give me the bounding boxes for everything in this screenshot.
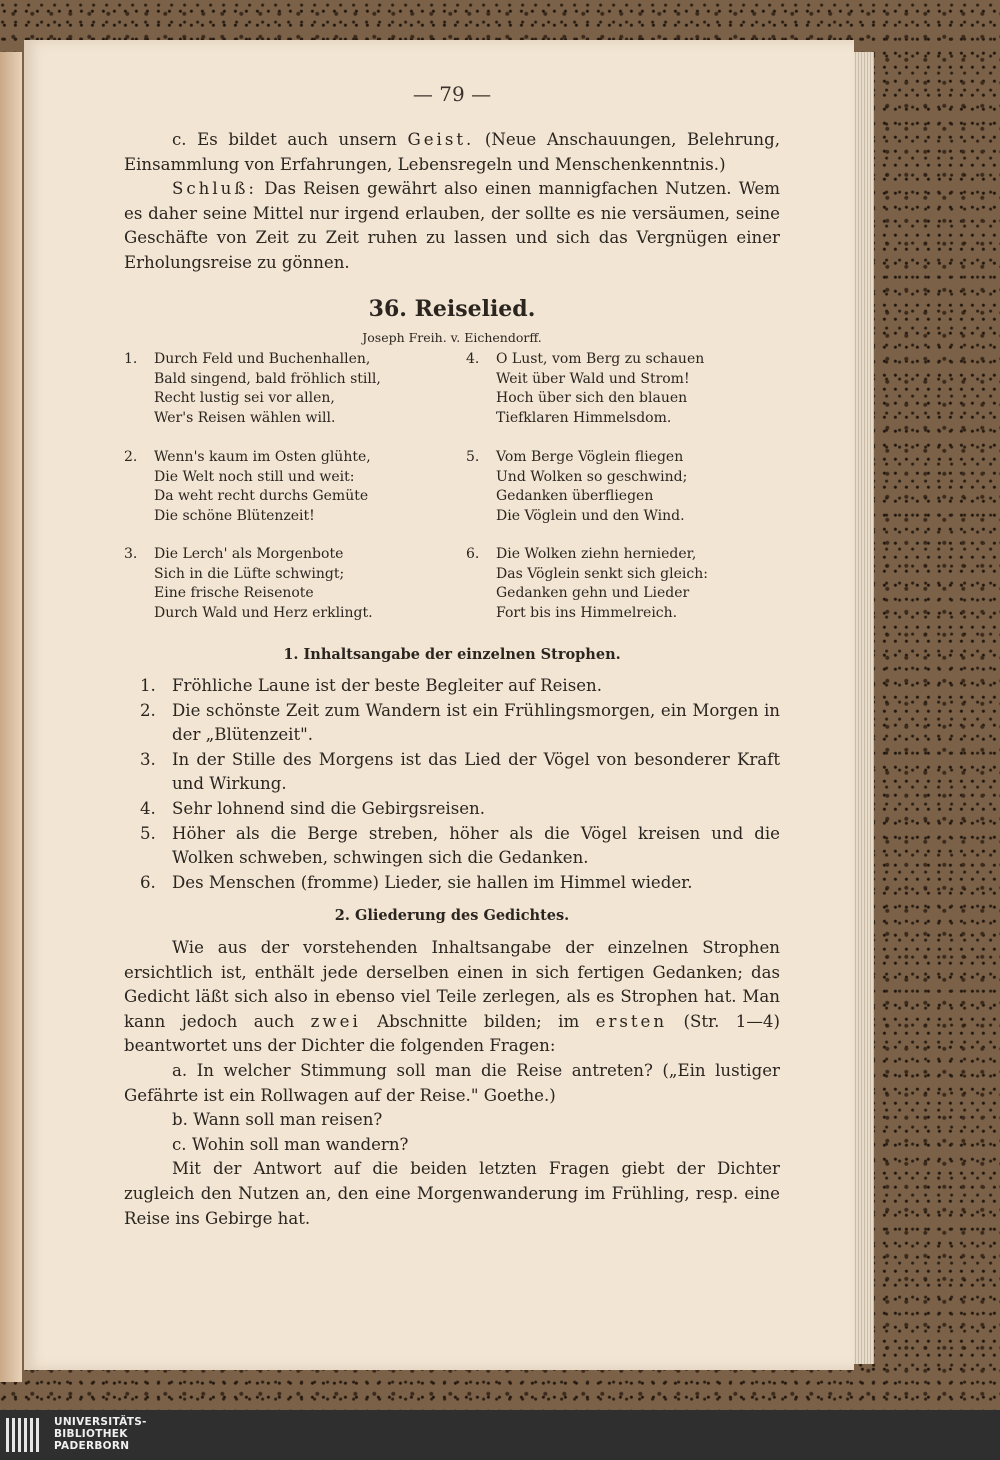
list-item: 5. Höher als die Berge streben, höher als die Vögel kreisen und die Wolken schweben, schwingen sich die Gedanken. (140, 823, 780, 868)
poem-title: 36. Reiselied. (368, 296, 536, 322)
structure-paragraph-2: Mit der Antwort auf die beiden letzten Fragen giebt der Dichter zugleich den Nutzen an, den eine Morgenwanderung im Frühling, resp. eine Reise ins Gebirge hat. (124, 1159, 780, 1228)
page-number: — 79 — (412, 82, 492, 106)
content-summary-list (124, 674, 780, 895)
intro-prose (124, 128, 780, 276)
question-b: b. Wann soll man reisen? (172, 1110, 383, 1130)
poem-author: Joseph Freih. v. Eichendorff. (362, 330, 542, 345)
library-logo-icon (6, 1418, 46, 1452)
structure-paragraph-1: Wie aus der vorstehenden Inhaltsangabe der einzelnen Strophen ersichtlich ist, enthält jede derselben einen in sich fertigen Gedanken; das Gedicht läßt sich also in ebenso viel Teile zerlegen, als es Strophen hat. Man kann jedoch auch zwei Abschnitte bilden; im ersten (Str. 1—4) beantwortet uns der Dichter die folgenden Fragen: (124, 938, 780, 1056)
intro-paragraph-1: c. Es bildet auch unsern Geist. (Neue Anschauungen, Belehrung, Einsammlung von Erfahrungen, Lebensregeln und Menschenkenntnis.) (124, 130, 780, 174)
intro-paragraph-2: Schluß: Das Reisen gewährt also einen mannigfachen Nutzen. Wem es daher seine Mittel nur irgend erlauben, der sollte es nie versäumen, seine Geschäfte von Zeit zu Zeit ruhen zu lassen und sich das Vergnügen einer Erholungsreise zu gönnen. (124, 179, 781, 272)
section-2-heading: 2. Gliederung des Gedichtes. (334, 907, 570, 924)
library-logo-text: UNIVERSITÄTS- BIBLIOTHEK PADERBORN (54, 1416, 147, 1452)
stanza-6: 6. Die Wolken ziehn hernieder, Das Vöglein senkt sich gleich: Gedanken gehn und Lieder Fort bis ins Himmelreich. (466, 546, 708, 621)
stanza-3: 3. Die Lerch' als Morgenbote Sich in die Lüfte schwingt; Eine frische Reisenote Durch Wald und Herz erklingt. (124, 546, 373, 621)
list-item: 6. Des Menschen (fromme) Lieder, sie hallen im Himmel wieder. (140, 872, 693, 892)
section-1-heading: 1. Inhaltsangabe der einzelnen Strophen. (283, 646, 621, 663)
structure-prose (124, 936, 780, 1231)
stanza-2: 2. Wenn's kaum im Osten glühte, Die Welt noch still und weit: Da weht recht durchs Gemüte Die schöne Blütenzeit! (124, 449, 371, 524)
stanza-1: 1. Durch Feld und Buchenhallen, Bald singend, bald fröhlich still, Recht lustig sei vor allen, Wer's Reisen wählen will. (124, 351, 381, 426)
book-page (24, 40, 854, 1370)
left-page-edge (0, 52, 22, 1382)
question-a: a. In welcher Stimmung soll man die Reise antreten? („Ein lustiger Gefährte ist ein Rollwagen auf der Reise." Goethe.) (124, 1060, 780, 1105)
library-footer (0, 1410, 1000, 1460)
list-item: 2. Die schönste Zeit zum Wandern ist ein Frühlingsmorgen, ein Morgen in der „Blütenzeit". (140, 700, 780, 745)
stanza-4: 4. O Lust, vom Berg zu schauen Weit über Wald und Strom! Hoch über sich den blauen Tiefklaren Himmelsdom. (466, 351, 705, 426)
list-item: 1. Fröhliche Laune ist der beste Begleiter auf Reisen. (140, 676, 603, 695)
stanza-5: 5. Vom Berge Vöglein fliegen Und Wolken so geschwind; Gedanken überfliegen Die Vöglein und den Wind. (466, 449, 688, 524)
list-item: 3. In der Stille des Morgens ist das Lied der Vögel von besonderer Kraft und Wirkung. (140, 749, 780, 794)
list-item: 4. Sehr lohnend sind die Gebirgsreisen. (140, 798, 486, 818)
question-c: c. Wohin soll man wandern? (172, 1134, 409, 1154)
